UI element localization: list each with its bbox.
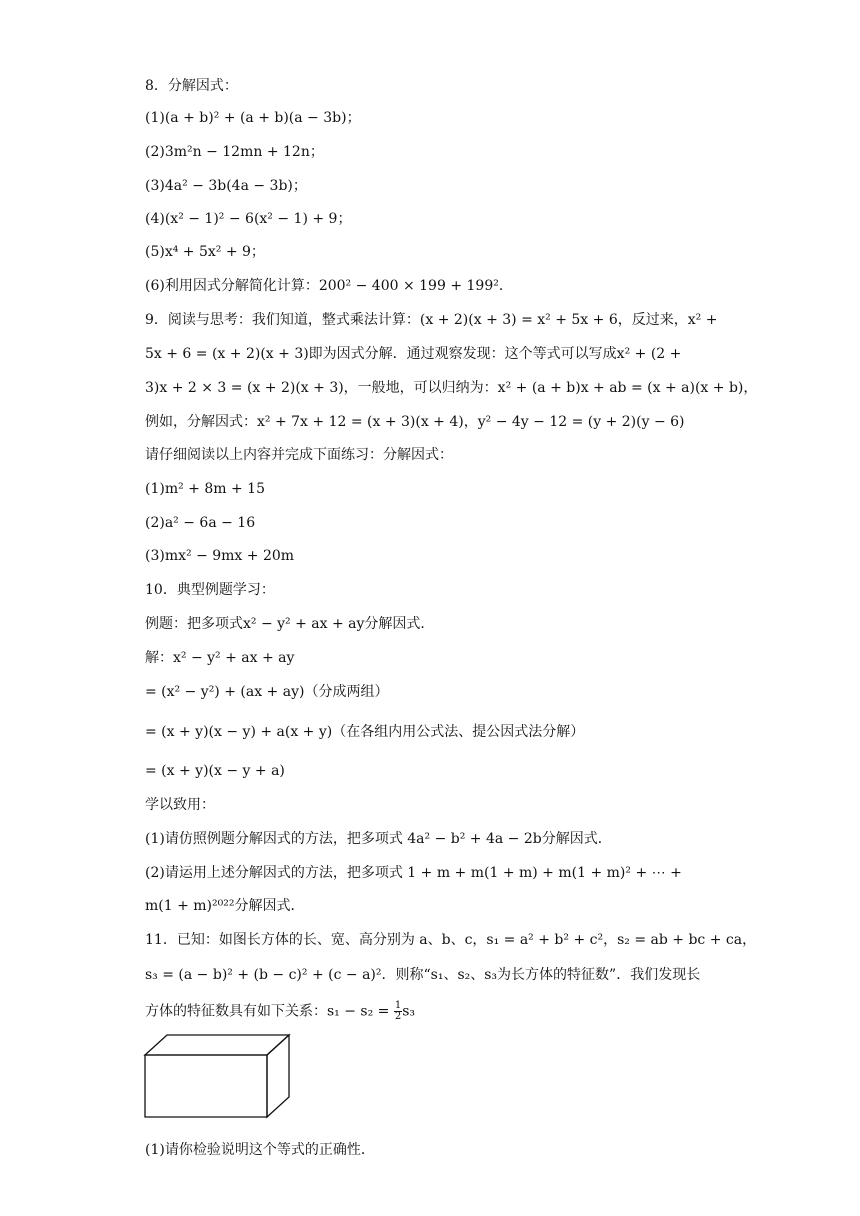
- q8-item-1: (1)(a + b)² + (a + b)(a − 3b)；: [145, 110, 361, 126]
- q10-apply: 学以致用：: [145, 797, 215, 813]
- q8-item-2: (2)3m²n − 12mn + 12n；: [145, 144, 324, 160]
- q9-part-2: (2)a² − 6a − 16: [145, 515, 256, 531]
- q8-item-5: (5)x⁴ + 5x² + 9；: [145, 244, 265, 260]
- q10-solution-4: = (x + y)(x − y + a): [145, 763, 285, 779]
- cuboid-front-face: [145, 1055, 267, 1117]
- q9-line-1: 9．阅读与思考：我们知道，整式乘法计算：(x + 2)(x + 3) = x² + 5x + 6，反过来，x² +: [145, 312, 718, 328]
- fraction-numerator: 1: [394, 1000, 402, 1011]
- q10-part-1: (1)请仿照例题分解因式的方法，把多项式 4a² − b² + 4a − 2b分解因式．: [145, 831, 612, 847]
- q11-line-2: s₃ = (a − b)² + (b − c)² + (c − a)²．则称“s₁、s₂、s₃为长方体的特征数”．我们发现长: [145, 967, 701, 983]
- q10-solution-2: = (x² − y²) + (ax + ay)（分成两组）: [145, 684, 389, 700]
- q10-part-2a: (2)请运用上述分解因式的方法，把多项式 1 + m + m(1 + m) + m(1 + m)² + ⋯ +: [145, 865, 682, 881]
- cuboid-side-face: [267, 1035, 289, 1117]
- q9-part-3: (3)mx² − 9mx + 20m: [145, 548, 295, 564]
- q11-line-1: 11．已知：如图长方体的长、宽、高分别为 a、b、c，s₁ = a² + b² + c²，s₂ = ab + bc + ca，: [145, 932, 757, 948]
- q11-relation-suffix: s₃: [402, 1003, 416, 1020]
- q9-line-2: 5x + 6 = (x + 2)(x + 3)即为因式分解．通过观察发现：这个等式可以写成x² + (2 +: [145, 346, 682, 362]
- q8-item-3: (3)4a² − 3b(4a − 3b)；: [145, 178, 307, 194]
- q10-solution-3: = (x + y)(x − y) + a(x + y)（在各组内用公式法、提公因式法分解）: [145, 724, 585, 740]
- q9-line-4: 例如，分解因式：x² + 7x + 12 = (x + 3)(x + 4)，y² − 4y − 12 = (y + 2)(y − 6): [145, 414, 685, 430]
- q9-line-3: 3)x + 2 × 3 = (x + 2)(x + 3)，一般地，可以归纳为：x² + (a + b)x + ab = (x + a)(x + b)，: [145, 380, 758, 396]
- q11-relation-prefix: 方体的特征数具有如下关系：s₁ − s₂ =: [145, 1003, 394, 1020]
- fraction-denominator: 2: [394, 1011, 402, 1022]
- q10-title: 10．典型例题学习：: [145, 582, 275, 598]
- cuboid-top-face: [145, 1035, 289, 1055]
- q8-item-6: (6)利用因式分解简化计算：200² − 400 × 199 + 199²．: [145, 278, 513, 294]
- q9-part-1: (1)m² + 8m + 15: [145, 481, 265, 497]
- q11-part-1: (1)请你检验说明这个等式的正确性．: [145, 1142, 375, 1158]
- cuboid-figure: [143, 1033, 293, 1119]
- q8-item-4: (4)(x² − 1)² − 6(x² − 1) + 9；: [145, 211, 352, 227]
- one-half-fraction: [394, 1001, 402, 1022]
- q11-relation: [145, 1001, 415, 1022]
- q10-part-2b: m(1 + m)²⁰²²分解因式．: [145, 898, 305, 914]
- q8-title: 8．分解因式：: [145, 78, 238, 94]
- q10-solution-1: 解：x² − y² + ax + ay: [145, 650, 295, 666]
- q10-example: 例题：把多项式x² − y² + ax + ay分解因式．: [145, 616, 435, 632]
- q9-line-5: 请仔细阅读以上内容并完成下面练习：分解因式：: [145, 447, 453, 463]
